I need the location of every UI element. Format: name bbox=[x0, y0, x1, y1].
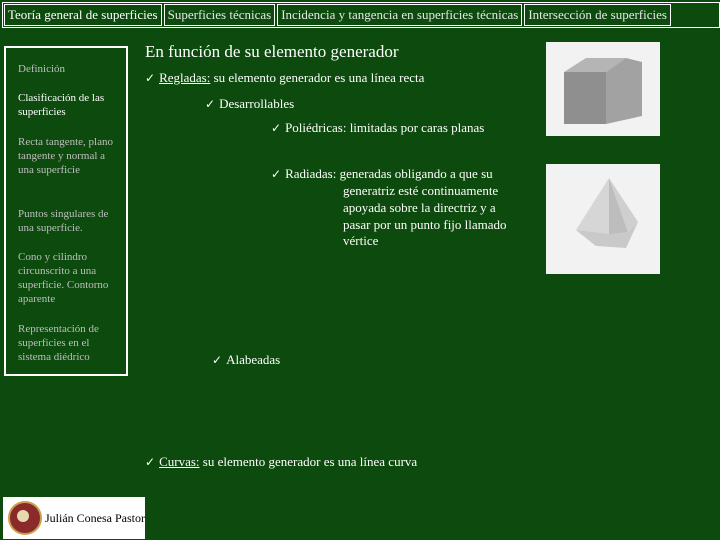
alabeadas-line bbox=[212, 352, 280, 369]
author-name: Julián Conesa Pastor bbox=[45, 510, 145, 525]
regladas-term: Regladas: bbox=[159, 70, 211, 85]
page-title: En función de su elemento generador bbox=[145, 42, 399, 61]
checkmark-icon: ✓ bbox=[145, 71, 156, 85]
desarrollables-line bbox=[205, 96, 294, 113]
tab-interseccion[interactable]: Intersección de superficies bbox=[524, 4, 671, 26]
sidebar-item-representacion[interactable]: Representación de superficies en el sistema diédrico bbox=[18, 323, 99, 363]
poliedricas-line bbox=[271, 120, 484, 137]
poliedricas-text: Poliédricas: limitadas por caras planas bbox=[285, 120, 485, 135]
radiadas-text-2: generatriz esté continuamente bbox=[343, 183, 499, 198]
pyramid-icon bbox=[546, 164, 660, 274]
tab-incidencia-tangencia[interactable]: Incidencia y tangencia en superficies técnicas bbox=[277, 4, 522, 26]
sidebar-item-clasificacion[interactable]: Clasificación de las superficies bbox=[18, 92, 105, 118]
top-tab-bar bbox=[2, 2, 720, 28]
radiadas-line bbox=[271, 166, 493, 183]
radiadas-text-3: apoyada sobre la directriz y a bbox=[343, 200, 496, 215]
sidebar-item-puntos-singulares[interactable]: Puntos singulares de una superficie. bbox=[18, 208, 109, 234]
curvas-text: su elemento generador es una línea curva bbox=[199, 454, 418, 469]
pyramid-image bbox=[546, 164, 660, 274]
sidebar-item-definicion[interactable]: Definición bbox=[18, 63, 66, 75]
checkmark-icon: ✓ bbox=[271, 167, 282, 181]
checkmark-icon: ✓ bbox=[205, 97, 216, 111]
checkmark-icon: ✓ bbox=[145, 455, 156, 469]
cube-icon bbox=[546, 42, 660, 136]
regladas-line bbox=[145, 70, 424, 87]
regladas-text: su elemento generador es una línea recta bbox=[210, 70, 425, 85]
radiadas-text-4: pasar por un punto fijo llamado bbox=[343, 217, 507, 232]
tab-teoria-general[interactable]: Teoría general de superficies bbox=[4, 4, 162, 26]
desarrollables-text: Desarrollables bbox=[219, 96, 295, 111]
cube-image bbox=[546, 42, 660, 136]
checkmark-icon: ✓ bbox=[271, 121, 282, 135]
sidebar-item-recta-tangente[interactable]: Recta tangente, plano tangente y normal a una superficie bbox=[18, 136, 113, 176]
alabeadas-text: Alabeadas bbox=[226, 352, 281, 367]
sidebar-nav bbox=[4, 46, 128, 376]
tab-superficies-tecnicas[interactable]: Superficies técnicas bbox=[164, 4, 276, 26]
university-seal-icon bbox=[8, 501, 42, 535]
author-badge bbox=[3, 497, 145, 539]
checkmark-icon: ✓ bbox=[212, 353, 223, 367]
radiadas-text-1: Radiadas: generadas obligando a que su bbox=[285, 166, 493, 181]
sidebar-item-cono-cilindro[interactable]: Cono y cilindro circunscrito a una superficie. Contorno aparente bbox=[18, 251, 109, 305]
radiadas-text-5: vértice bbox=[343, 233, 379, 248]
curvas-line bbox=[145, 454, 417, 471]
curvas-term: Curvas: bbox=[159, 454, 200, 469]
